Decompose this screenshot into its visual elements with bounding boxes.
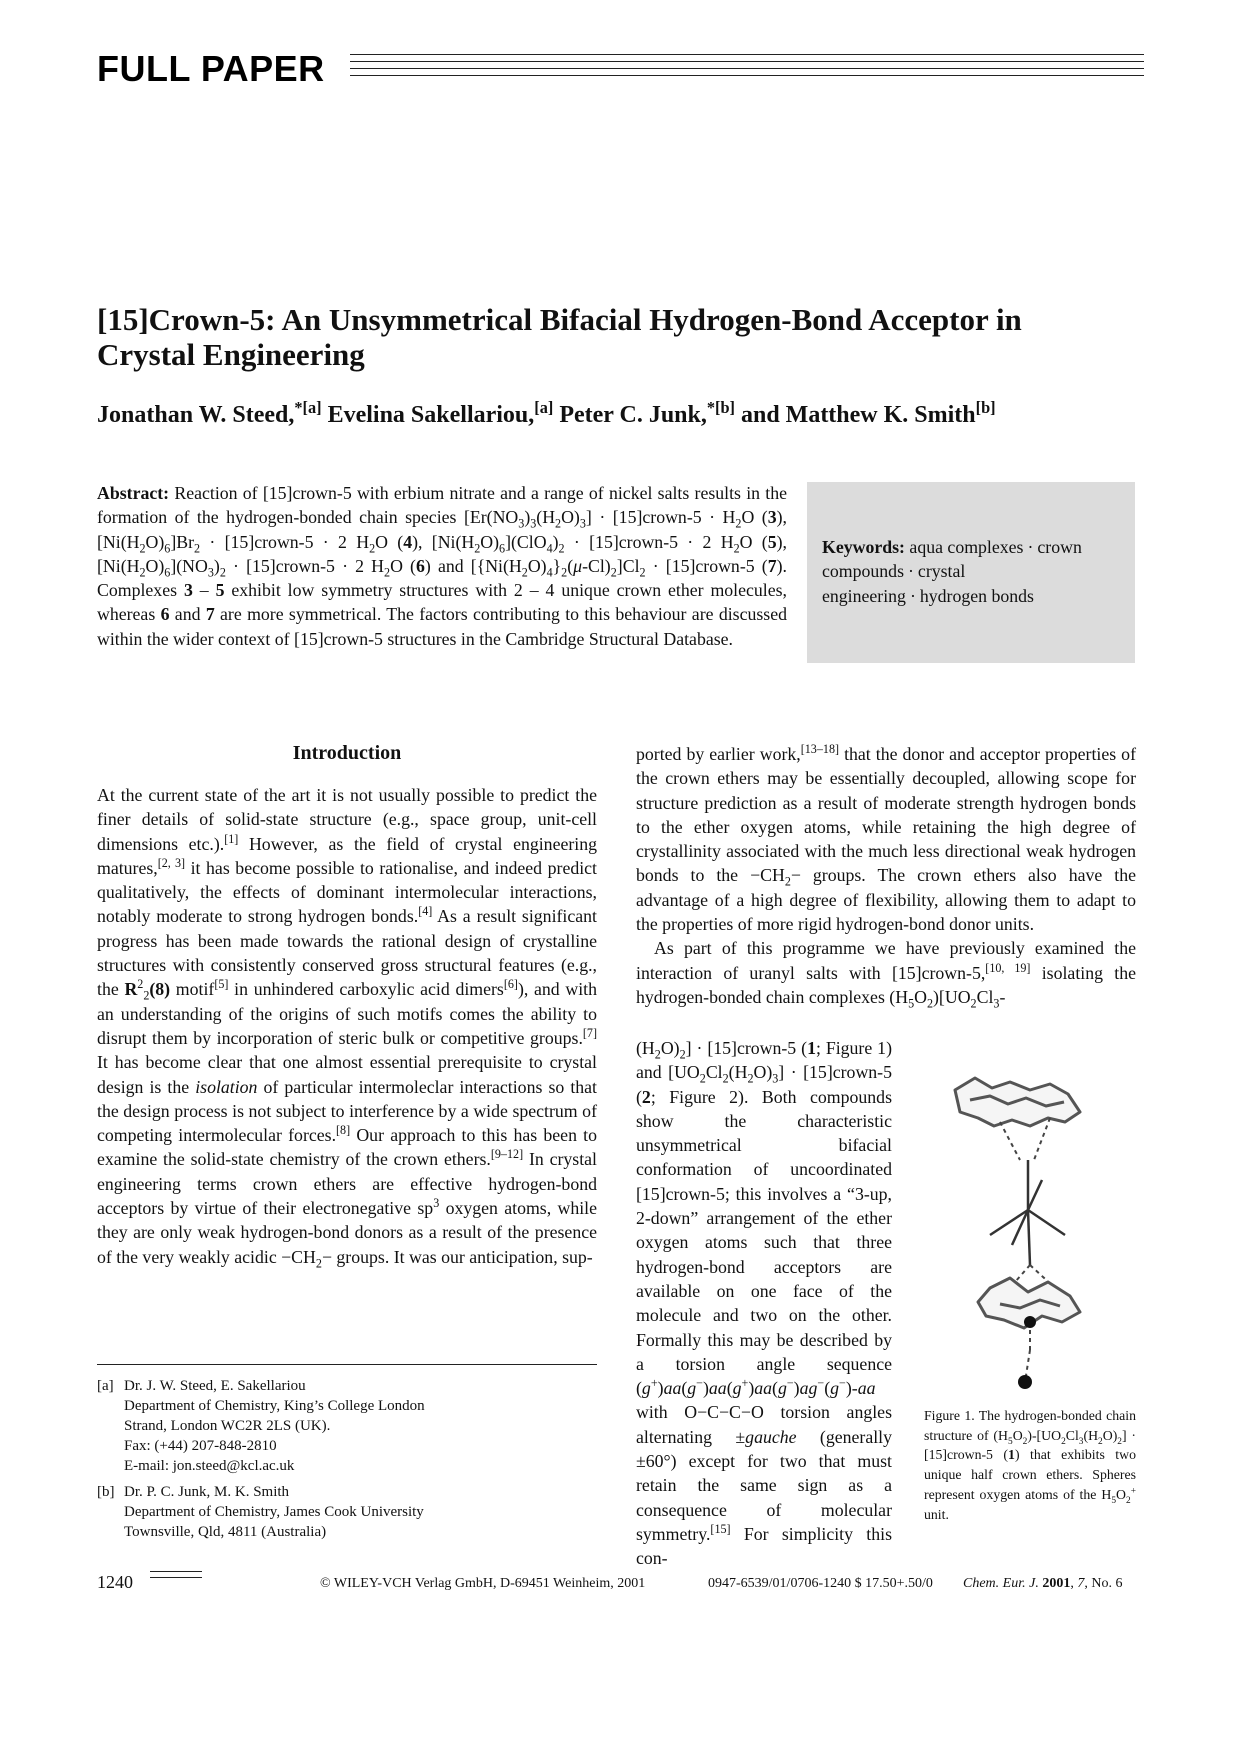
author-affiliation-mark: *[a] xyxy=(294,398,322,417)
keyword-item: crystal engineering xyxy=(822,561,966,606)
keyword-separator: · xyxy=(1027,537,1034,557)
figure-1-caption: Figure 1. The hydrogen-bonded chain structure of $(H_5O_2)-[UO_2Cl_3(H_2O)_2]$ · [15]crown-5 (1) that exhibits two unique half crown ethers. Spheres represent oxygen atoms of the $H_5O_2^+$ unit. xyxy=(924,1408,1137,1522)
journal-citation: Chem. Eur. J. 2001, 7, No. 6 xyxy=(963,1576,1123,1591)
footnote-line: Department of Chemistry, James Cook University xyxy=(124,1504,424,1520)
oxygen-sphere xyxy=(1018,1375,1032,1389)
abstract-label: Abstract: xyxy=(97,483,170,503)
intro-paragraph: As part of this programme we have previously examined the interaction of uranyl salts with [15]crown-5,[10, 19] isolating the hydrogen-bonded chain complexes $(H_5O_2)[UO_2Cl_3-$ xyxy=(636,938,1136,1011)
copyright: © WILEY-VCH Verlag GmbH, D-69451 Weinheim, 2001 xyxy=(320,1576,646,1591)
hydrogen-bonds xyxy=(1000,1118,1055,1382)
intro-column-right xyxy=(636,742,1136,1009)
author-affiliation-mark: *[b] xyxy=(706,398,735,417)
author-affiliation-mark: [b] xyxy=(975,398,996,417)
author-name: Peter C. Junk, xyxy=(553,402,707,428)
footnote-divider xyxy=(97,1364,597,1365)
footnote xyxy=(97,1482,597,1542)
author-name: Jonathan W. Steed, xyxy=(97,402,295,428)
affiliation-footnotes xyxy=(97,1376,597,1548)
footer-rules xyxy=(150,1571,202,1583)
footnote-line: Fax: (+44) 207-848-2810 xyxy=(124,1438,277,1454)
keyword-separator: · xyxy=(909,585,916,606)
intro-column-right-wrap xyxy=(636,1036,892,1571)
author-name: Evelina Sakellariou, xyxy=(321,402,535,428)
keywords-label: Keywords: xyxy=(822,537,905,557)
intro-paragraph: ported by earlier work,[13–18] that the donor and acceptor properties of the crown ethers may be essentially decoupled, allowing scope for structure prediction as a result of moderate strength hydrogen bonds to the ether oxygen atoms, while retaining the high degree of crystallinity associated with the much less directional weak hydrogen bonds to the $-CH_2-$ groups. The crown ethers also have the advantage of a high degree of flexibility, allowing them to adapt to the properties of more rigid hydrogen-bond donor units. xyxy=(636,742,1136,935)
footnote-line: Dr. J. W. Steed, E. Sakellariou xyxy=(124,1378,306,1394)
intro-paragraph: At the current state of the art it is not usually possible to predict the finer details of solid-state structure (e.g., space group, unit-cell dimensions etc.).[1] However, as the field of crystal engineering matures,[2, 3] it has become possible to rationalise, and indeed predict qualitatively, the effects of dominant intermolecular interactions, notably moderate to strong hydrogen bonds.[4] As a result significant progress has been made towards the rational design of crystalline structures with consistently conserved gross structural features (e.g., the $R^2_2(8)$ motif[5] in unhindered carboxylic acid dimers[6]), and with an understanding of the origins of such motifs comes the ability to disrupt them by incorporation of steric bulk or competitive groups.[7] It has become clear that one almost essential prerequisite to crystal design is the isolation of particular intermoleclar interactions so that the design process is not subject to interference by a wide spectrum of competing intermolecular forces.[8] Our approach to this has been to examine the solid-state chemistry of the crown ethers.[9–12] In crystal engineering terms crown ethers are effective hydrogen-bond acceptors by virtue of their electronegative $sp^3$ oxygen atoms, while they are only weak hydrogen-bond donors as a result of the presence of the very weakly acidic $-CH_2-$ groups. It was our anticipation, sup- xyxy=(97,785,598,1271)
header-rules xyxy=(350,54,1144,84)
intro-paragraph: $(H_2O)_2$] · [15]crown-5 (1; Figure 1) and $[UO_2Cl_2(H_2O)_3]$ · [15]crown-5 (2; Figure 2). Both compounds show the characteristic unsymmetrical bifacial conformation of uncoordinated [15]crown-5; this involves a “3-up, 2-down” arrangement of the ether oxygen atoms such that three hydrogen-bond acceptors are available on one face of the molecule and two on the other. Formally this may be described by a torsion angle sequence (g+)aa(g−)aa(g+)aa(g−)ag−(g−)-aa with O−C−C−O torsion angles alternating ±gauche (generally ±60°) except for two that must retain the same sign as a consequence of molecular symmetry.[15] For simplicity this con- xyxy=(636,1038,892,1569)
footnote-line: E-mail: jon.steed@kcl.ac.uk xyxy=(124,1458,295,1474)
keyword-item: aqua complexes xyxy=(909,537,1024,557)
footnote-label: [b] xyxy=(97,1484,115,1500)
keyword-item: crown compounds xyxy=(822,537,1082,582)
keywords xyxy=(822,535,1122,608)
footnote-label: [a] xyxy=(97,1378,114,1394)
upper-crown-ether xyxy=(955,1078,1080,1126)
article-title: [15]Crown-5: An Unsymmetrical Bifacial Hydrogen-Bond Acceptor in Crystal Engineering xyxy=(97,302,1022,372)
uranyl-centre xyxy=(990,1160,1065,1265)
footnote-line: Department of Chemistry, King’s College London xyxy=(124,1398,425,1414)
footnote-line: Dr. P. C. Junk, M. K. Smith xyxy=(124,1484,290,1500)
section-heading: Introduction xyxy=(292,742,402,764)
section-label: FULL PAPER xyxy=(97,48,325,89)
author-affiliation-mark: [a] xyxy=(534,398,554,417)
page-number: 1240 xyxy=(97,1572,133,1592)
footnote-line: Townsville, Qld, 4811 (Australia) xyxy=(124,1524,327,1540)
author-list xyxy=(97,400,1177,430)
abstract xyxy=(97,481,787,651)
author-name: and Matthew K. Smith xyxy=(734,402,976,428)
figure-1-structure xyxy=(930,1060,1150,1400)
intro-column-left xyxy=(97,783,597,1269)
oxygen-sphere xyxy=(1024,1316,1036,1328)
article-code: 0947-6539/01/0706-1240 $ 17.50+.50/0 xyxy=(708,1576,933,1591)
abstract-text: Reaction of [15]crown-5 with erbium nitrate and a range of nickel salts results in the formation of the hydrogen-bonded chain species $[Er(NO_3)_3(H_2O)_3]$ · [15]crown-5 · $H_2O$ (3), $[Ni(H_2O)_6]Br_2$ · [15]crown-5 · 2 $H_2O$ (4), $[Ni(H_2O)_6](ClO_4)_2$ · [15]crown-5 · 2 $H_2O$ (5), $[Ni(H_2O)_6](NO_3)_2$ · [15]crown-5 · 2 $H_2O$ (6) and $[\{Ni(H_2O)_4\}_2(\mu-Cl)_2]Cl_2$ · [15]crown-5 (7). Complexes 3 – 5 exhibit low symmetry structures with 2 – 4 unique crown ether molecules, whereas 6 and 7 are more symmetrical. The factors contributing to this behaviour are discussed within the wider context of [15]crown-5 structures in the Cambridge Structural Database. xyxy=(97,483,787,649)
footnote-line: Strand, London WC2R 2LS (UK). xyxy=(124,1418,331,1434)
keyword-item: hydrogen bonds xyxy=(919,585,1034,606)
footnote xyxy=(97,1376,597,1476)
keyword-separator: · xyxy=(908,561,914,582)
